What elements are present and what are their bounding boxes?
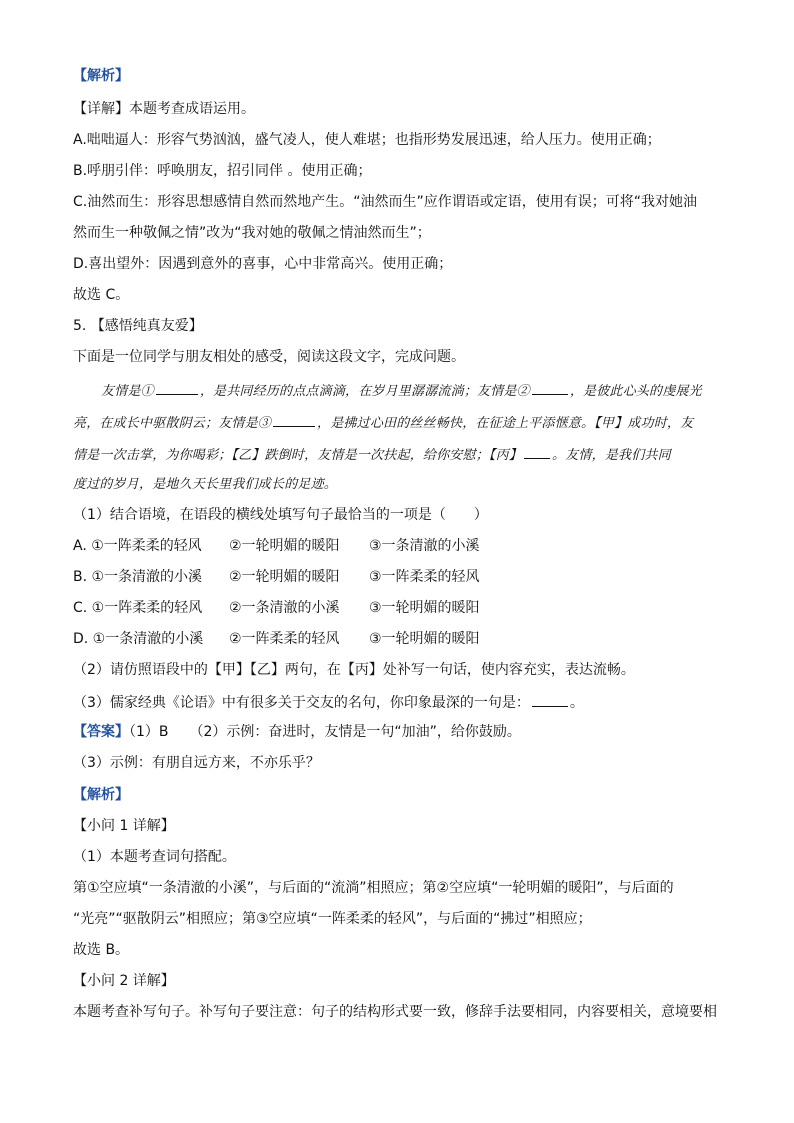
sub-question-3: （3）儒家经典《论语》中有很多关于交友的名句，你印象最深的一句是： 。: [73, 692, 584, 712]
sub1-line-1: （1）本题考查词句搭配。: [73, 849, 236, 865]
option-a-explanation: A.咄咄逼人：形容气势汹汹，盛气凌人，使人难堪；也指形势发展迅速，给人压力。使用正确；: [73, 132, 661, 148]
passage-line-2: 亮，在成长中驱散阴云；友情是③ ，是拂过心田的丝丝畅快，在征途上平添惬意。【甲】成功时，友: [73, 412, 693, 433]
option-d: D. ①一条清澈的小溪: [73, 631, 204, 647]
blank-3: [273, 412, 315, 427]
sub2-heading: 【小问 2 详解】: [73, 973, 175, 989]
option-b-explanation: B.呼朋引伴：呼唤朋友，招引同伴 。使用正确；: [73, 163, 372, 179]
detail-line: 【详解】本题考查成语运用。: [73, 101, 255, 117]
sub-question-2: （2）请仿照语段中的【甲】【乙】两句，在【丙】处补写一句话，使内容充实，表达流畅。: [73, 662, 635, 678]
option-c: C. ①一阵柔柔的轻风: [73, 600, 203, 616]
passage-line-3: 情是一次击掌，为你喝彩；【乙】跌倒时，友情是一次扶起，给你安慰；【丙】 。友情，是我们共同: [73, 444, 671, 465]
question-5-title: 5. 【感悟纯真友爱】: [73, 318, 203, 334]
option-d-2: ②一阵柔柔的轻风: [229, 631, 340, 647]
answer-tag: 【答案】: [73, 724, 129, 740]
analysis-heading-2: 【解析】: [73, 787, 129, 803]
option-c-3: ③一轮明媚的暖阳: [369, 600, 480, 616]
passage-line-4: 度过的岁月，是地久天长里我们成长的足迹。: [73, 477, 338, 492]
sub2-line-1: 本题考查补写句子。补写句子要注意：句子的结构形式要一致，修辞手法要相同，内容要相关，意境要相: [73, 1004, 717, 1020]
blank-answer-3: [532, 692, 568, 707]
option-b-2: ②一轮明媚的暖阳: [229, 569, 340, 585]
option-c-explanation: C.油然而生：形容思想感情自然而然地产生。“油然而生”应作谓语或定语，使用有误；可将“我对她油: [73, 194, 697, 210]
question-5-intro: 下面是一位同学与朋友相处的感受，阅读这段文字，完成问题。: [73, 349, 465, 365]
sub1-heading: 【小问 1 详解】: [73, 818, 175, 834]
answer-line-2: （3）示例：有朋自远方来，不亦乐乎？: [73, 755, 320, 771]
blank-1: [156, 380, 198, 395]
option-b: B. ①一条清澈的小溪: [73, 569, 203, 585]
option-a-2: ②一轮明媚的暖阳: [229, 538, 340, 554]
option-b-3: ③一阵柔柔的轻风: [369, 569, 480, 585]
option-c-explanation-cont: 然而生一种敬佩之情”改为“我对她的敬佩之情油然而生”；: [73, 225, 431, 241]
answer-line-1: 【答案】（1）B （2）示例：奋进时，友情是一句“加油”，给你鼓励。: [73, 724, 521, 740]
analysis-heading: 【解析】: [73, 68, 129, 84]
sub-question-1: （1）结合语境，在语段的横线处填写句子最恰当的一项是（ ）: [73, 507, 488, 523]
option-d-explanation: D.喜出望外：因遇到意外的喜事，心中非常高兴。使用正确；: [73, 256, 453, 272]
option-a: A. ①一阵柔柔的轻风: [73, 538, 202, 554]
sub1-choose: 故选 B。: [73, 942, 130, 958]
sub1-line-3: “光亮”“驱散阴云”相照应；第③空应填“一阵柔柔的轻风”，与后面的“拂过”相照应；: [73, 911, 592, 927]
blank-2: [532, 380, 568, 395]
option-c-2: ②一条清澈的小溪: [229, 600, 340, 616]
option-a-3: ③一条清澈的小溪: [369, 538, 480, 554]
passage-line-1: 友情是① ，是共同经历的点点滴滴，在岁月里潺潺流淌；友情是② ，是彼此心头的虔展光: [101, 380, 702, 401]
choose-line: 故选 C。: [73, 287, 130, 303]
option-d-3: ③一轮明媚的暖阳: [369, 631, 480, 647]
blank-bing: [524, 444, 550, 459]
sub1-line-2: 第①空应填“一条清澈的小溪”，与后面的“流淌”相照应；第②空应填“一轮明媚的暖阳”，与后面的: [73, 880, 674, 896]
